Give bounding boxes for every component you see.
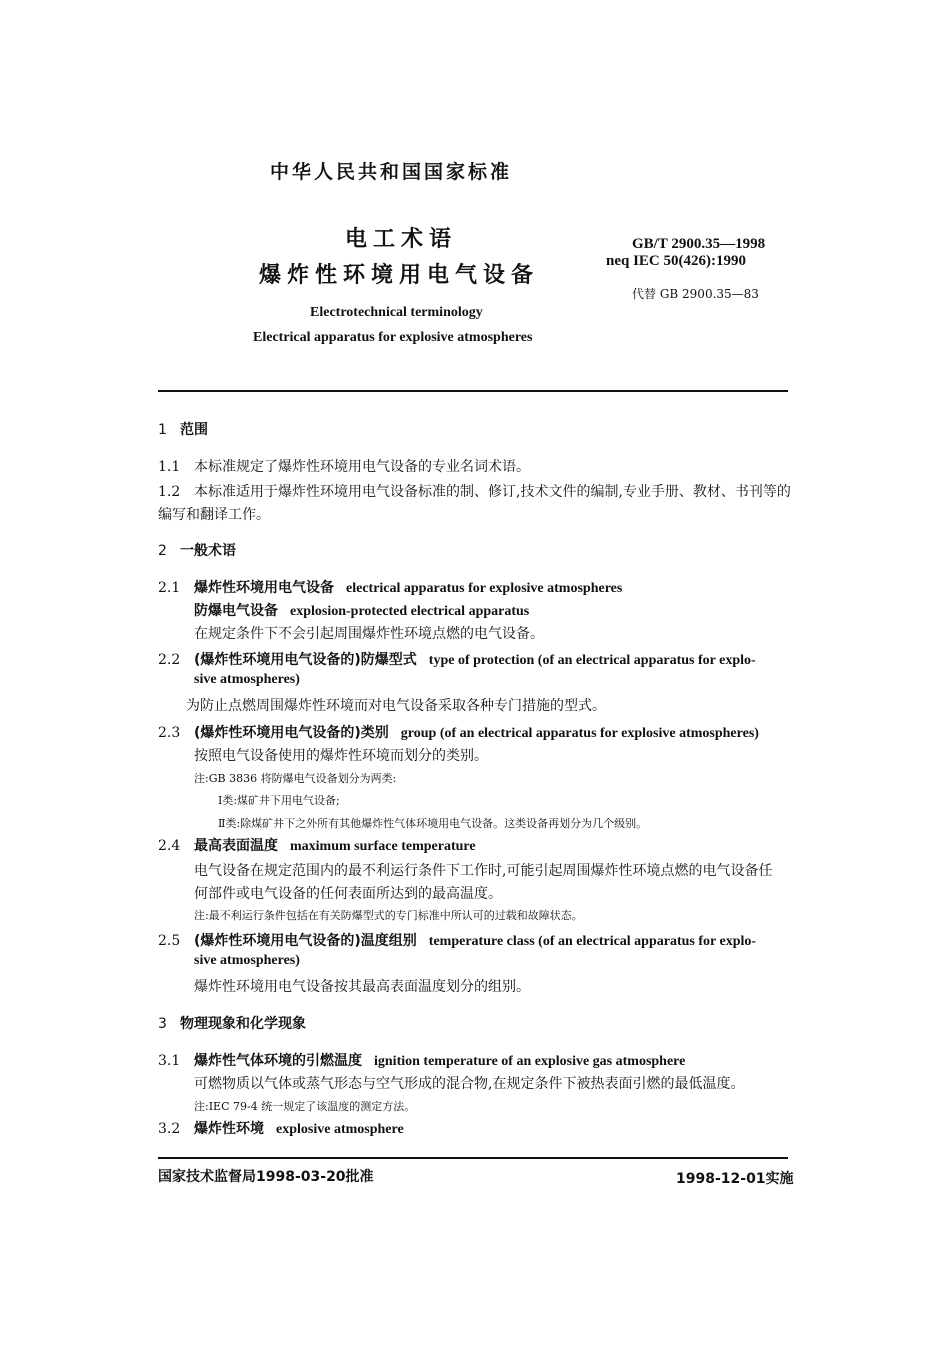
iec-equivalence: neq IEC 50(426):1990 — [606, 253, 747, 269]
term-cn: 爆炸性环境 — [194, 1121, 264, 1137]
issuing-authority: 中华人民共和国国家标准 — [270, 161, 513, 183]
term-2-2 — [158, 649, 756, 669]
term-en: temperature class (of an electrical apparatus for explo- — [428, 934, 757, 949]
term-3-1-note: 注:IEC 79-4 统一规定了该温度的测定方法。 — [194, 1100, 416, 1113]
clause-number: 1.1 — [158, 459, 181, 475]
section-number: 3 — [158, 1016, 167, 1032]
alt-term-en: explosion-protected electrical apparatus — [290, 604, 530, 619]
term-cn: (爆炸性环境用电气设备的)类别 — [194, 725, 389, 741]
section-1-heading — [158, 419, 208, 439]
title-cn-line1: 电工术语 — [345, 227, 458, 252]
footer-divider — [158, 1157, 788, 1159]
term-en: electrical apparatus for explosive atmospheres — [346, 581, 623, 596]
term-2-4-definition-cont: 何部件或电气设备的任何表面所达到的最高温度。 — [194, 886, 502, 902]
term-en: explosive atmosphere — [276, 1122, 404, 1137]
term-number: 2.1 — [158, 580, 181, 596]
term-cn: 爆炸性气体环境的引燃温度 — [194, 1053, 362, 1069]
term-cn: 爆炸性环境用电气设备 — [194, 580, 334, 596]
term-number: 2.2 — [158, 652, 181, 668]
alt-term-cn: 防爆电气设备 — [194, 603, 278, 619]
section-number: 1 — [158, 422, 167, 438]
section-title: 范围 — [180, 422, 208, 438]
clause-text: 本标准适用于爆炸性环境用电气设备标准的制、修订,技术文件的编制,专业手册、教材、书刊等的 — [194, 484, 791, 500]
approval-date: 国家技术监督局1998-03-20批准 — [158, 1169, 374, 1185]
term-cn: (爆炸性环境用电气设备的)温度组别 — [194, 933, 417, 949]
term-2-2-en-cont: sive atmospheres) — [194, 672, 300, 687]
section-3-heading — [158, 1013, 306, 1033]
term-2-4 — [158, 835, 476, 855]
term-2-4-definition: 电气设备在规定范围内的最不利运行条件下工作时,可能引起周围爆炸性环境点燃的电气设备任 — [194, 863, 773, 879]
term-2-3 — [158, 722, 759, 742]
clause-1-1 — [158, 456, 530, 476]
term-en: maximum surface temperature — [290, 839, 476, 854]
section-title: 物理现象和化学现象 — [180, 1016, 306, 1032]
term-number: 2.5 — [158, 933, 181, 949]
title-en-line1: Electrotechnical terminology — [310, 305, 483, 320]
term-2-3-note-class-ii: Ⅱ类:除煤矿井下之外所有其他爆炸性气体环境用电气设备。这类设备再划分为几个级别。 — [218, 817, 648, 830]
term-2-3-definition: 按照电气设备使用的爆炸性环境而划分的类别。 — [194, 748, 488, 764]
term-2-1-definition: 在规定条件下不会引起周围爆炸性环境点燃的电气设备。 — [194, 626, 544, 642]
term-en: type of protection (of an electrical apparatus for explo- — [428, 653, 756, 668]
clause-number: 1.2 — [158, 484, 181, 500]
term-2-3-note: 注:GB 3836 将防爆电气设备划分为两类: — [194, 772, 397, 785]
replaces-standard: 代替 GB 2900.35—83 — [632, 287, 759, 301]
effective-date: 1998-12-01实施 — [676, 1171, 794, 1187]
clause-text: 本标准规定了爆炸性环境用电气设备的专业名词术语。 — [194, 459, 530, 475]
section-number: 2 — [158, 543, 167, 559]
term-2-2-definition: 为防止点燃周围爆炸性环境而对电气设备采取各种专门措施的型式。 — [186, 698, 606, 714]
term-en: ignition temperature of an explosive gas atmosphere — [374, 1054, 686, 1069]
header-divider — [158, 390, 788, 392]
section-2-heading — [158, 540, 236, 560]
term-2-5-definition: 爆炸性环境用电气设备按其最高表面温度划分的组别。 — [194, 979, 530, 995]
title-cn-line2: 爆炸性环境用电气设备 — [259, 263, 540, 288]
term-number: 2.4 — [158, 838, 181, 854]
term-number: 2.3 — [158, 725, 181, 741]
clause-1-2 — [158, 481, 791, 501]
term-cn: (爆炸性环境用电气设备的)防爆型式 — [194, 652, 417, 668]
term-2-1 — [158, 577, 622, 597]
term-2-5 — [158, 930, 756, 950]
section-title: 一般术语 — [180, 543, 236, 559]
term-3-2 — [158, 1118, 404, 1138]
term-number: 3.1 — [158, 1053, 181, 1069]
term-number: 3.2 — [158, 1121, 181, 1137]
term-2-1-alt — [194, 600, 529, 620]
term-2-3-note-class-i: Ⅰ类:煤矿井下用电气设备; — [218, 794, 340, 807]
term-3-1 — [158, 1050, 685, 1070]
term-2-4-note: 注:最不利运行条件包括在有关防爆型式的专门标准中所认可的过载和故障状态。 — [194, 909, 583, 922]
clause-1-2-cont: 编写和翻译工作。 — [158, 507, 270, 523]
standard-number: GB/T 2900.35—1998 — [632, 236, 766, 252]
term-en: group (of an electrical apparatus for explosive atmospheres) — [400, 726, 759, 741]
term-3-1-definition: 可燃物质以气体或蒸气形态与空气形成的混合物,在规定条件下被热表面引燃的最低温度。 — [194, 1076, 745, 1092]
term-2-5-en-cont: sive atmospheres) — [194, 953, 300, 968]
title-en-line2: Electrical apparatus for explosive atmospheres — [253, 330, 533, 345]
term-cn: 最高表面温度 — [194, 838, 278, 854]
